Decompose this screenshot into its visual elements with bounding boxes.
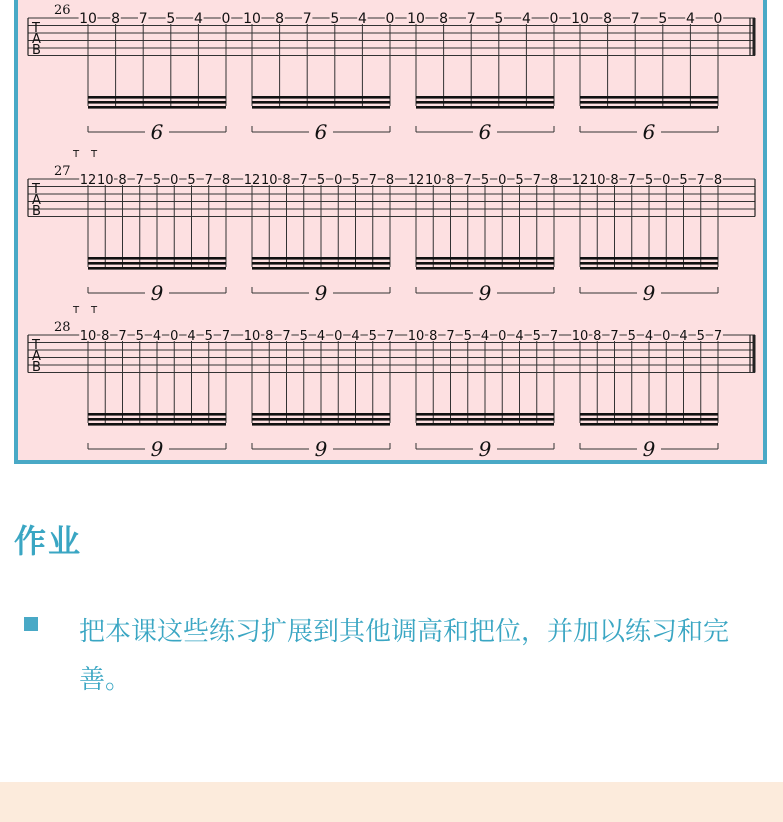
beam xyxy=(416,413,554,416)
fret-number: 10 xyxy=(260,173,278,188)
tuplet-number: 9 xyxy=(150,281,164,305)
beam xyxy=(416,262,554,265)
fret-number: 4 xyxy=(187,329,196,344)
fret-number: 5 xyxy=(351,173,360,188)
fret-number: 4 xyxy=(515,329,524,344)
beam xyxy=(580,106,718,109)
tuplet-number: 6 xyxy=(314,120,328,144)
fret-number: 7 xyxy=(299,173,308,188)
beam xyxy=(416,106,554,109)
beam xyxy=(252,418,390,421)
fret-number: 5 xyxy=(316,173,326,188)
fret-number: 10 xyxy=(243,11,261,27)
measure-number: 28 xyxy=(54,320,71,335)
fret-number: 10 xyxy=(79,329,97,344)
fret-number: 5 xyxy=(515,173,524,188)
fret-number: 10 xyxy=(243,329,261,344)
fret-number: 7 xyxy=(446,329,455,344)
beam xyxy=(252,262,390,265)
fret-number: 8 xyxy=(111,11,121,27)
fret-number: 4 xyxy=(679,329,688,344)
fret-number: 7 xyxy=(138,11,148,27)
fret-number: 4 xyxy=(480,329,490,344)
beam xyxy=(416,96,554,99)
fret-number: 8 xyxy=(385,173,395,188)
fret-number: 8 xyxy=(275,11,285,27)
tuplet-number: 6 xyxy=(642,120,656,144)
beam xyxy=(252,423,390,426)
measure-number: 27 xyxy=(54,164,71,179)
fret-number: 10 xyxy=(79,11,97,27)
fret-number: 5 xyxy=(330,11,340,27)
fret-number: 10 xyxy=(571,329,589,344)
fret-number: 5 xyxy=(463,329,472,344)
tab-clef-letter: A xyxy=(32,32,41,47)
fret-number: 0 xyxy=(713,11,723,27)
beam xyxy=(580,96,718,99)
beam xyxy=(252,413,390,416)
beam xyxy=(416,423,554,426)
fret-number: 0 xyxy=(549,11,559,27)
beam xyxy=(416,418,554,421)
fret-number: 12 xyxy=(243,173,261,188)
fret-number: 5 xyxy=(644,173,654,188)
beam xyxy=(252,267,390,270)
fret-number: 0 xyxy=(170,329,179,344)
fret-number: 0 xyxy=(498,329,507,344)
tuplet-number: 6 xyxy=(478,120,492,144)
tap-mark: T xyxy=(73,149,80,160)
fret-number: 5 xyxy=(532,329,541,344)
tuplet-number: 6 xyxy=(150,120,164,144)
beam xyxy=(88,257,226,260)
fret-number: 4 xyxy=(521,11,531,27)
fret-number: 5 xyxy=(494,11,504,27)
fret-number: 10 xyxy=(571,11,589,27)
fret-number: 7 xyxy=(630,11,640,27)
fret-number: 7 xyxy=(118,329,127,344)
fret-number: 0 xyxy=(334,173,343,188)
fret-number: 7 xyxy=(463,173,472,188)
fret-number: 5 xyxy=(368,329,377,344)
beam xyxy=(580,267,718,270)
fret-number: 0 xyxy=(170,173,179,188)
fret-number: 7 xyxy=(532,173,541,188)
beam xyxy=(580,257,718,260)
beam xyxy=(88,267,226,270)
fret-number: 5 xyxy=(480,173,490,188)
fret-number: 10 xyxy=(96,173,114,188)
fret-number: 10 xyxy=(588,173,606,188)
tuplet-number: 9 xyxy=(314,437,328,460)
fret-number: 8 xyxy=(713,173,723,188)
fret-number: 0 xyxy=(334,329,343,344)
fret-number: 7 xyxy=(204,173,213,188)
fret-number: 7 xyxy=(282,329,291,344)
fret-number: 8 xyxy=(118,173,127,188)
fret-number: 4 xyxy=(316,329,326,344)
tab-clef-letter: B xyxy=(32,43,41,58)
beam xyxy=(580,101,718,104)
fret-number: 8 xyxy=(101,329,110,344)
beam xyxy=(580,418,718,421)
fret-number: 5 xyxy=(696,329,705,344)
fret-number: 0 xyxy=(221,11,231,27)
fret-number: 4 xyxy=(193,11,203,27)
beam xyxy=(580,423,718,426)
square-bullet-icon xyxy=(24,617,38,631)
fret-number: 5 xyxy=(166,11,176,27)
fret-number: 5 xyxy=(679,173,688,188)
guitar-tab-notation xyxy=(18,0,763,460)
footer-band xyxy=(0,782,783,822)
fret-number: 8 xyxy=(610,173,619,188)
fret-number: 5 xyxy=(152,173,162,188)
tap-mark: T xyxy=(73,305,80,316)
fret-number: 10 xyxy=(407,329,425,344)
beam xyxy=(88,413,226,416)
fret-number: 4 xyxy=(351,329,360,344)
beam xyxy=(88,106,226,109)
beam xyxy=(416,257,554,260)
homework-item-text: 把本课这些练习扩展到其他调高和把位，并加以练习和完善。 xyxy=(79,617,730,695)
fret-number: 5 xyxy=(299,329,308,344)
fret-number: 8 xyxy=(439,11,449,27)
fret-number: 5 xyxy=(187,173,196,188)
fret-number: 5 xyxy=(204,329,213,344)
beam xyxy=(88,418,226,421)
fret-number: 10 xyxy=(424,173,442,188)
tuplet-number: 9 xyxy=(478,281,492,305)
beam xyxy=(252,96,390,99)
fret-number: 7 xyxy=(713,329,723,344)
tuplet-number: 9 xyxy=(478,437,492,460)
fret-number: 8 xyxy=(603,11,613,27)
tuplet-number: 9 xyxy=(642,281,656,305)
tap-mark: T xyxy=(91,149,98,160)
fret-number: 4 xyxy=(685,11,695,27)
beam xyxy=(252,106,390,109)
fret-number: 7 xyxy=(627,173,636,188)
measure-number: 26 xyxy=(54,3,71,18)
beam xyxy=(88,262,226,265)
fret-number: 4 xyxy=(644,329,654,344)
tuplet-number: 9 xyxy=(314,281,328,305)
fret-number: 7 xyxy=(368,173,377,188)
fret-number: 7 xyxy=(385,329,395,344)
guitar-tab-frame xyxy=(14,0,767,464)
beam xyxy=(252,257,390,260)
fret-number: 4 xyxy=(357,11,367,27)
tab-clef-letter: T xyxy=(32,338,40,353)
tab-clef-letter: A xyxy=(32,193,41,208)
beam xyxy=(88,101,226,104)
fret-number: 8 xyxy=(429,329,438,344)
tab-clef-letter: B xyxy=(32,360,41,375)
fret-number: 0 xyxy=(662,329,671,344)
homework-title: 作业 xyxy=(14,522,83,560)
fret-number: 0 xyxy=(498,173,507,188)
fret-number: 8 xyxy=(265,329,274,344)
beam xyxy=(580,262,718,265)
beam xyxy=(88,96,226,99)
tab-clef-letter: B xyxy=(32,204,41,219)
fret-number: 8 xyxy=(593,329,602,344)
fret-number: 12 xyxy=(79,173,97,188)
tab-clef-letter: A xyxy=(32,349,41,364)
fret-number: 7 xyxy=(466,11,476,27)
fret-number: 8 xyxy=(446,173,455,188)
tuplet-number: 9 xyxy=(642,437,656,460)
beam xyxy=(88,423,226,426)
fret-number: 12 xyxy=(407,173,425,188)
tuplet-number: 9 xyxy=(150,437,164,460)
fret-number: 8 xyxy=(282,173,291,188)
fret-number: 4 xyxy=(152,329,162,344)
fret-number: 5 xyxy=(658,11,668,27)
beam xyxy=(416,101,554,104)
beam xyxy=(252,101,390,104)
fret-number: 7 xyxy=(302,11,312,27)
beam xyxy=(580,413,718,416)
fret-number: 8 xyxy=(221,173,231,188)
beam xyxy=(416,267,554,270)
fret-number: 5 xyxy=(135,329,144,344)
fret-number: 7 xyxy=(221,329,231,344)
tab-clef-letter: T xyxy=(32,21,40,36)
fret-number: 0 xyxy=(662,173,671,188)
fret-number: 10 xyxy=(407,11,425,27)
fret-number: 12 xyxy=(571,173,589,188)
tab-clef-letter: T xyxy=(32,182,40,197)
fret-number: 0 xyxy=(385,11,395,27)
fret-number: 8 xyxy=(549,173,559,188)
fret-number: 7 xyxy=(135,173,144,188)
tap-mark: T xyxy=(91,305,98,316)
fret-number: 7 xyxy=(696,173,705,188)
fret-number: 7 xyxy=(549,329,559,344)
homework-item xyxy=(24,608,774,704)
fret-number: 7 xyxy=(610,329,619,344)
fret-number: 5 xyxy=(627,329,636,344)
